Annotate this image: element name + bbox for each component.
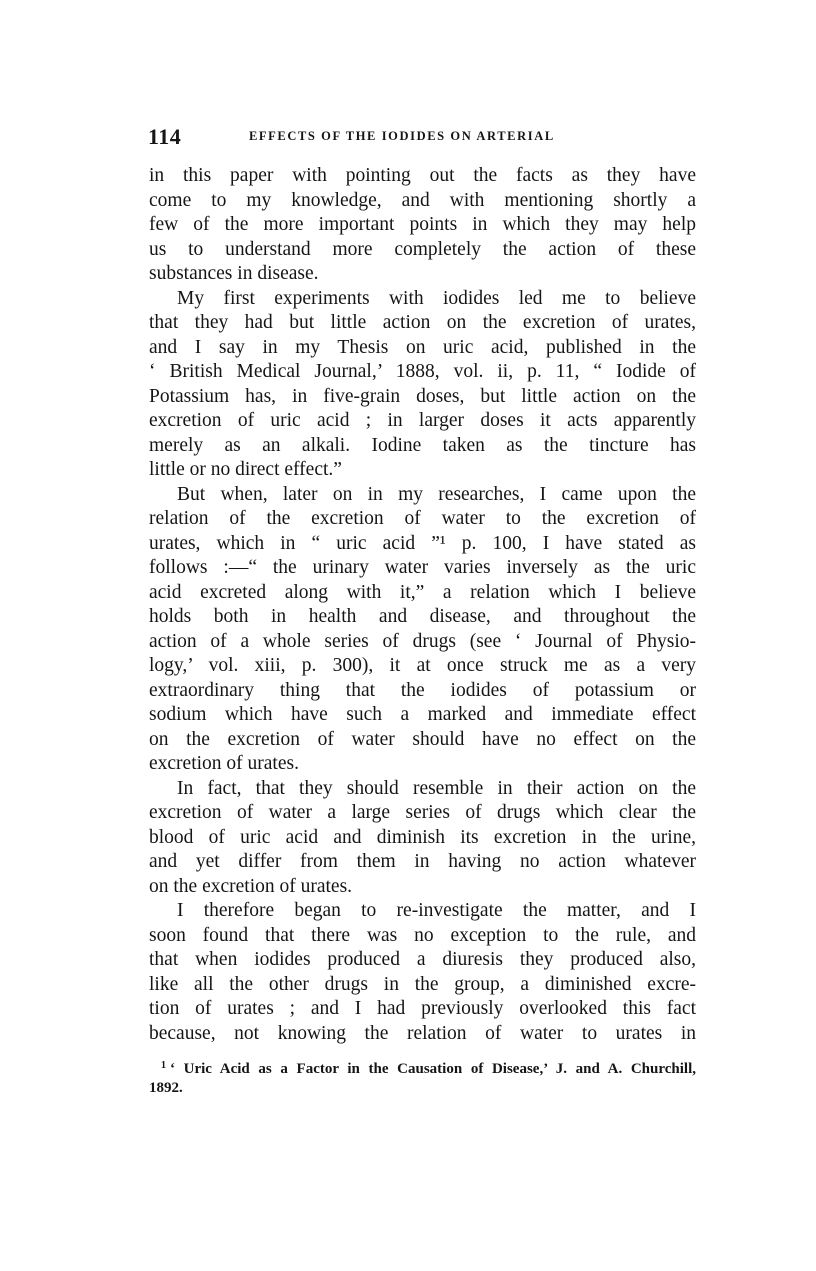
text-line: us to understand more completely the action of these — [149, 238, 696, 260]
text-line: merely as an alkali. Iodine taken as the tincture has — [149, 434, 696, 456]
text-line: Potassium has, in five-grain doses, but little action on the — [149, 385, 696, 407]
text-line: logy,’ vol. xiii, p. 300), it at once struck me as a very — [149, 655, 696, 676]
text-line: ‘ British Medical Journal,’ 1888, vol. ii, p. 11, “ Iodide of — [149, 361, 696, 382]
text-line: acid excreted along with it,” a relation which I believe — [149, 581, 696, 603]
text-line: In fact, that they should resemble in their action on the — [177, 777, 696, 799]
text-line: soon found that there was no exception to the rule, and — [149, 924, 696, 946]
text-line: My first experiments with iodides led me to believe — [177, 287, 696, 309]
text-line: like all the other drugs in the group, a diminished excre- — [149, 973, 696, 995]
text-line: blood of uric acid and diminish its excretion in the urine, — [149, 826, 696, 848]
text-line: that when iodides produced a diuresis they produced also, — [149, 949, 696, 970]
text-line: action of a whole series of drugs (see ‘ Journal of Physio- — [149, 630, 696, 652]
text-line: follows :—“ the urinary water varies inversely as the uric — [149, 557, 696, 578]
body-text — [149, 164, 696, 1046]
text-line: relation of the excretion of water to the excretion of — [149, 508, 696, 529]
text-line: excretion of uric acid ; in larger doses it acts apparently — [149, 410, 696, 431]
text-line: on the excretion of urates. — [149, 875, 353, 897]
text-line: holds both in health and disease, and throughout the — [149, 606, 696, 627]
text-line: excretion of water a large series of drugs which clear the — [149, 802, 696, 823]
footnote-line — [149, 1055, 696, 1077]
text-line: few of the more important points in which they may help — [149, 214, 696, 235]
footnote-marker: 1 — [161, 1060, 166, 1071]
text-line: tion of urates ; and I had previously overlooked this fact — [149, 998, 696, 1019]
footnote-text: ‘ Uric Acid as a Factor in the Causation of Disease,’ J. and A. Churchill, — [170, 1061, 696, 1077]
text-line: But when, later on in my researches, I came upon the — [177, 483, 696, 505]
text-line: excretion of urates. — [149, 753, 299, 774]
footnote — [149, 1055, 696, 1099]
text-line: and yet differ from them in having no action whatever — [149, 851, 696, 872]
text-line: extraordinary thing that the iodides of potassium or — [149, 679, 696, 701]
text-line: that they had but little action on the excretion of urates, — [149, 312, 696, 333]
text-line: sodium which have such a marked and immediate effect — [149, 704, 696, 725]
text-line: urates, which in “ uric acid ”¹ p. 100, I have stated as — [149, 532, 696, 554]
page-number: 114 — [148, 124, 182, 149]
text-line: little or no direct effect.” — [149, 459, 342, 480]
footnote-line: 1892. — [149, 1080, 183, 1096]
running-head: EFFECTS OF THE IODIDES ON ARTERIAL — [249, 129, 555, 143]
text-line: I therefore began to re-investigate the matter, and I — [177, 900, 696, 921]
text-line: and I say in my Thesis on uric acid, published in the — [149, 336, 696, 358]
page-header — [146, 124, 698, 150]
text-line: substances in disease. — [149, 263, 319, 284]
text-line: on the excretion of water should have no effect on the — [149, 728, 696, 750]
text-line: because, not knowing the relation of water to urates in — [149, 1022, 696, 1044]
text-line: come to my knowledge, and with mentioning shortly a — [149, 189, 696, 211]
text-line: in this paper with pointing out the facts as they have — [149, 165, 696, 186]
